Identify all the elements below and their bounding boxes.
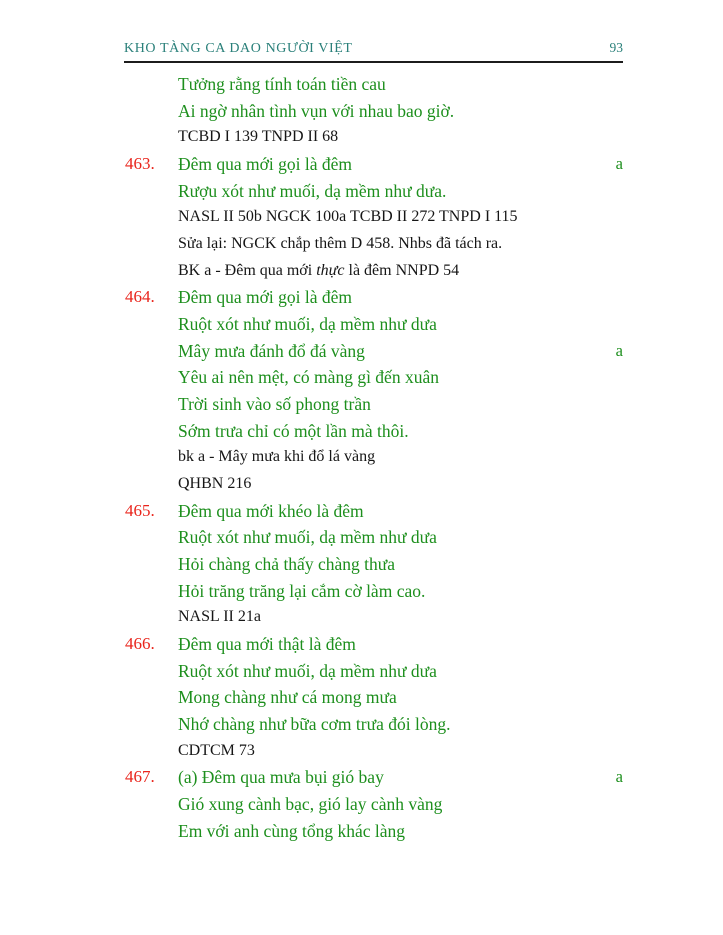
verse-text: Sớm trưa chỉ có một lần mà thôi. bbox=[178, 420, 409, 441]
book-title: KHO TÀNG CA DAO NGƯỜI VIỆT bbox=[124, 41, 353, 56]
verse-line bbox=[0, 418, 723, 445]
verse-line bbox=[0, 391, 723, 418]
citation-text bbox=[178, 258, 459, 285]
citation-segment: là đêm NNPD 54 bbox=[344, 261, 460, 279]
verse-text: Nhớ chàng như bữa cơm trưa đói lòng. bbox=[178, 714, 451, 735]
verse-text: Trời sinh vào số phong trần bbox=[178, 394, 371, 415]
verse-text: Hỏi chàng chả thấy chàng thưa bbox=[178, 554, 395, 575]
citation-line bbox=[0, 258, 723, 285]
entry-number: 466. bbox=[125, 634, 155, 654]
verse-line bbox=[0, 791, 723, 818]
verse-line bbox=[0, 684, 723, 711]
variant-marker: a bbox=[615, 154, 623, 174]
verse-line bbox=[0, 364, 723, 391]
verse-text: Mây mưa đánh đổ đá vàng bbox=[178, 340, 365, 361]
page-header bbox=[124, 39, 623, 63]
verse-line bbox=[0, 284, 723, 311]
citation-text: TCBD I 139 TNPD II 68 bbox=[178, 128, 339, 146]
verse-line bbox=[0, 524, 723, 551]
citation-italic-segment: thực bbox=[316, 261, 345, 279]
verse-line bbox=[0, 818, 723, 845]
verse-line bbox=[0, 338, 723, 365]
verse-text: Đêm qua mới thật là đêm bbox=[178, 634, 356, 655]
verse-line bbox=[0, 711, 723, 738]
verse-text: Đêm qua mới gọi là đêm bbox=[178, 287, 353, 308]
entry-number: 465. bbox=[125, 500, 155, 520]
verse-line bbox=[0, 98, 723, 125]
verse-line bbox=[0, 71, 723, 98]
verse-text: Ai ngờ nhân tình vụn với nhau bao giờ. bbox=[178, 100, 455, 121]
citation-text: bk a - Mây mưa khi đổ lá vàng bbox=[178, 448, 376, 466]
citation-line bbox=[0, 738, 723, 765]
verse-line bbox=[0, 311, 723, 338]
verse-text: Mong chàng như cá mong mưa bbox=[178, 687, 397, 708]
verse-line bbox=[0, 658, 723, 685]
citation-line bbox=[0, 471, 723, 498]
verse-line bbox=[0, 578, 723, 605]
verse-text: Ruột xót như muối, dạ mềm như dưa bbox=[178, 314, 437, 335]
verse-line bbox=[0, 498, 723, 525]
verse-text: Đêm qua mới gọi là đêm bbox=[178, 154, 353, 175]
verse-text: Ruột xót như muối, dạ mềm như dưa bbox=[178, 660, 437, 681]
verse-line bbox=[0, 178, 723, 205]
verse-text: Gió xung cành bạc, gió lay cành vàng bbox=[178, 794, 443, 815]
verse-text: Ruột xót như muối, dạ mềm như dưa bbox=[178, 527, 437, 548]
poem-list bbox=[0, 71, 723, 844]
verse-line bbox=[0, 764, 723, 791]
verse-text: Tưởng rằng tính toán tiền cau bbox=[178, 74, 386, 94]
verse-text: Em với anh cùng tổng khác làng bbox=[178, 820, 405, 841]
variant-marker: a bbox=[615, 767, 623, 787]
page-number: 93 bbox=[609, 40, 623, 55]
variant-marker: a bbox=[615, 340, 623, 360]
verse-text: Yêu ai nên mệt, có màng gì đến xuân bbox=[178, 367, 439, 388]
verse-text: Đêm qua mới khéo là đêm bbox=[178, 500, 364, 521]
citation-segment: BK a - Đêm qua mới bbox=[178, 261, 317, 279]
verse-text: (a) Đêm qua mưa bụi gió bay bbox=[178, 767, 384, 788]
citation-text: CDTCM 73 bbox=[178, 741, 255, 759]
citation-text: NASL II 50b NGCK 100a TCBD II 272 TNPD I 115 bbox=[178, 208, 518, 226]
citation-text: NASL II 21a bbox=[178, 608, 261, 626]
verse-text: Hỏi trăng trăng lại cắm cờ làm cao. bbox=[178, 580, 426, 601]
citation-line bbox=[0, 444, 723, 471]
citation-text: Sửa lại: NGCK chắp thêm D 458. Nhbs đã tách ra. bbox=[178, 235, 503, 253]
citation-line bbox=[0, 604, 723, 631]
entry-number: 464. bbox=[125, 287, 155, 307]
verse-line bbox=[0, 151, 723, 178]
citation-text: QHBN 216 bbox=[178, 475, 252, 493]
entry-number: 467. bbox=[125, 767, 155, 787]
entry-number: 463. bbox=[125, 154, 155, 174]
citation-line bbox=[0, 124, 723, 151]
verse-line bbox=[0, 551, 723, 578]
citation-line bbox=[0, 231, 723, 258]
citation-line bbox=[0, 204, 723, 231]
verse-line bbox=[0, 631, 723, 658]
verse-text: Rượu xót như muối, dạ mềm như dưa. bbox=[178, 180, 447, 201]
